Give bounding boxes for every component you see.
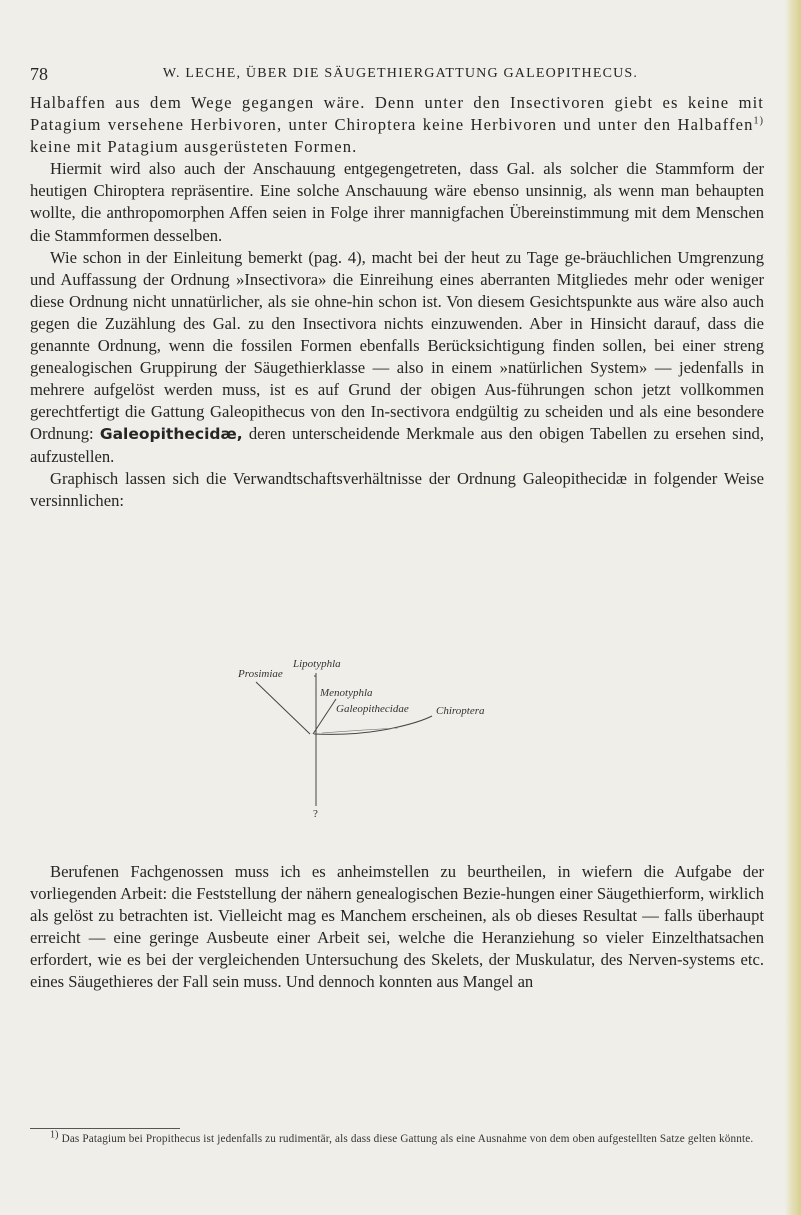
page-header [0,64,801,88]
paragraph-1-text: Halbaffen aus dem Wege gegangen wäre. Denn unter den Insectivoren giebt es keine mit Patagium versehene Herbivoren, unter Chiroptera keine Herbivoren und unter den Halbaffen [30,93,764,135]
order-name-bold: Galeopithecidæ, [99,425,243,444]
running-title: W. LECHE, ÜBER DIE SÄUGETHIERGATTUNG GALEOPITHECUS. [162,66,639,81]
label-menotyphla: Menotyphla [320,687,373,699]
body-text-top [30,92,764,512]
paragraph-1 [30,92,764,158]
footnote-1 [30,1131,764,1147]
paragraph-1-text-end: keine mit Patagium ausgerüsteten Formen. [30,137,358,157]
label-galeopithecidae: Galeopithecidae [336,703,409,715]
body-text-bottom [30,861,764,994]
footnote-text: Das Patagium bei Propithecus ist jedenfalls zu rudimentär, als dass diese Gattung als eine Ausnahme von dem oben aufgestellten Satze gelten könnte. [58,1133,754,1145]
page-edge [785,0,801,1215]
paragraph-2: Hiermit wird also auch der Anschauung entgegengetreten, dass Gal. als solcher die Stammform der heutigen Chiroptera repräsentire. Eine solche Anschauung wäre ebenso unsinnig, als wenn man behaupten wollte, die anthropomorphen Affen seien in Folge ihrer mannigfachen Übereinstimmung mit dem Menschen die Stammformen desselben. [30,159,764,245]
galeopithecidae-underline [322,728,398,733]
paragraph-3-text-end: deren unterscheidende Merkmale aus den obigen Tabellen zu ersehen sind, aufzustellen. [30,424,764,466]
page-number: 78 [30,64,48,84]
footnote-mark: 1) [50,1129,59,1141]
footnote-reference: 1) [753,115,764,127]
footnote [30,1131,764,1147]
label-chiroptera: Chiroptera [436,705,485,717]
paragraph-3 [30,247,764,468]
prosimiae-branch [256,682,310,734]
label-prosimiae: Prosimiae [238,668,283,680]
label-unknown-root: ? [313,808,318,820]
paragraph-3-text: Wie schon in der Einleitung bemerkt (pag. 4), macht bei der heut zu Tage ge-bräuchlichen Umgrenzung und Auffassung der Ordnung »Insectivora» die Einreihung eines aberranten Mitgliedes mehr oder weniger diese Ordnung nicht unnatürlicher, als sie ohne-hin schon ist. Von diesem Gesichtspunkte aus wäre also auch gegen die Zuzählung des Gal. zu den Insectivora nichts einzuwenden. Aber in Hinsicht darauf, dass die genannte Ordnung, wenn die fossilen Formen ebenfalls Berücksichtigung finden sollen, bei einer streng genealogischen Gruppirung der Säugethierklasse — also in einem »natürlichen System» — jedenfalls in mehrere aufgelöst werden muss, ist es auf Grund der obigen Aus-führungen schon jetzt vollkommen gerechtfertigt die Gattung Galeopithecus von den In-sectivora endgültig zu scheiden und als eine besondere Ordnung: [30,247,764,444]
paragraph-4: Graphisch lassen sich die Verwandtschaftsverhältnisse der Ordnung Galeopithecidæ in folgender Weise versinnlichen: [30,468,764,510]
paragraph-5: Berufenen Fachgenossen muss ich es anheimstellen zu beurtheilen, in wiefern die Aufgabe der vorliegenden Arbeit: die Feststellung der nähern genealogischen Bezie-hungen einer Säugethierform, wirklich als gelöst zu betrachten ist. Vielleicht mag es Manchem erscheinen, als ob dieses Resultat — falls überhaupt erreicht — eine geringe Ausbeute einer Arbeit sei, welche die Heranziehung so vieler Einzelthatsachen erfordert, wie es bei der vergleichenden Untersuchung des Skelets, der Muskulatur, des Nerven-systems etc. eines Säugethieres der Fall sein muss. Und dennoch konnten aus Mangel an [30,862,764,992]
chiroptera-branch [314,716,432,734]
label-lipotyphla: Lipotyphla [293,658,341,670]
menotyphla-branch [313,699,336,734]
